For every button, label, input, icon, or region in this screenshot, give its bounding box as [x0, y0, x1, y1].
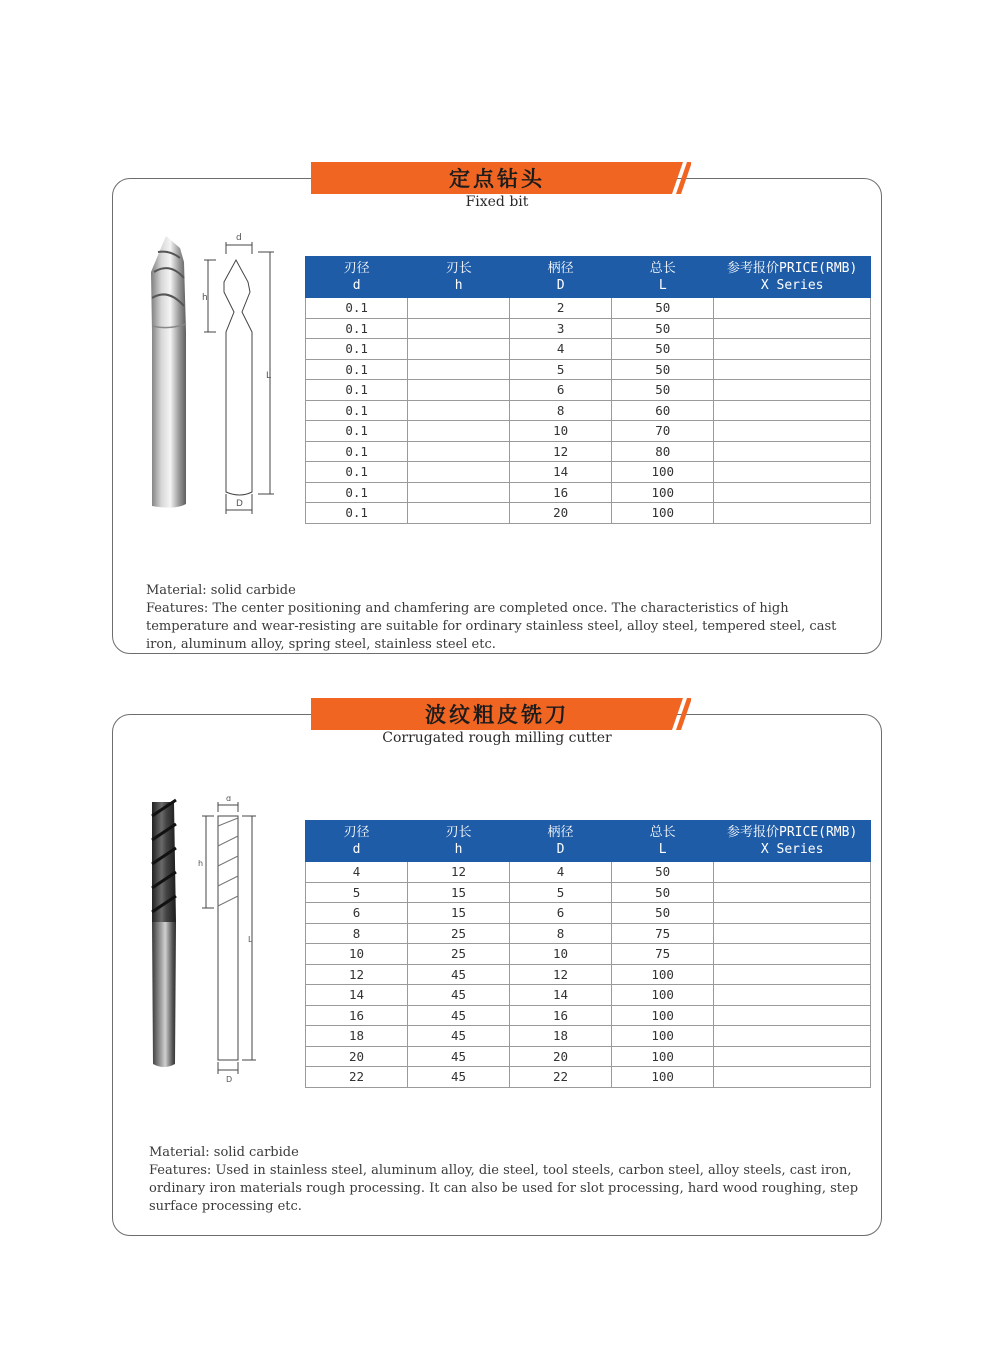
table-cell [408, 318, 510, 339]
table-cell: 12 [510, 441, 612, 462]
table-row [306, 400, 871, 421]
table-cell: 4 [510, 339, 612, 360]
table-cell: 100 [612, 964, 714, 985]
table-cell: 22 [306, 1067, 408, 1088]
table-row [306, 380, 871, 401]
table-row [306, 903, 871, 924]
table-cell: 14 [306, 985, 408, 1006]
table-cell: 100 [612, 1026, 714, 1047]
fixed-bit-illustration [140, 232, 290, 522]
dim-label-d: d [226, 796, 232, 803]
header-cell: 刃径 d [306, 821, 408, 862]
table-cell [714, 1046, 871, 1067]
table-cell: 4 [306, 862, 408, 883]
table-cell: 20 [510, 503, 612, 524]
table-cell: 0.1 [306, 462, 408, 483]
table-cell: 4 [510, 862, 612, 883]
table-cell: 0.1 [306, 380, 408, 401]
table-cell [714, 964, 871, 985]
header-cell: 参考报价PRICE(RMB) X Series [714, 257, 871, 298]
table-cell: 70 [612, 421, 714, 442]
table-cell [408, 298, 510, 319]
table-cell: 45 [408, 964, 510, 985]
fixed-bit-drawing [204, 242, 274, 514]
table-cell [714, 1005, 871, 1026]
section-title-en: Corrugated rough milling cutter [382, 730, 612, 746]
table-cell: 100 [612, 985, 714, 1006]
table-header-row [306, 821, 871, 862]
features-text: Features: The center positioning and chamfering are completed once. The characteristics of high temperature and wear-resisting are suitable for ordinary stainless steel, alloy steel, tempered steel, cast iron, aluminum alloy, spring steel, stainless steel etc. [146, 601, 837, 652]
table-cell: 75 [612, 944, 714, 965]
table-row [306, 985, 871, 1006]
table-cell: 100 [612, 1005, 714, 1026]
table-cell: 50 [612, 318, 714, 339]
table-row [306, 359, 871, 380]
table-cell: 5 [306, 882, 408, 903]
table-cell: 25 [408, 923, 510, 944]
table-cell: 18 [510, 1026, 612, 1047]
table-cell: 0.1 [306, 359, 408, 380]
table-cell: 18 [306, 1026, 408, 1047]
header-cell: 刃长 h [408, 257, 510, 298]
table-cell [408, 400, 510, 421]
table-cell: 6 [510, 380, 612, 401]
material-text: Material: solid carbide [146, 583, 296, 598]
table-row [306, 923, 871, 944]
table-cell: 50 [612, 380, 714, 401]
table-cell: 50 [612, 903, 714, 924]
table-cell [714, 421, 871, 442]
table-cell [714, 944, 871, 965]
header-cell: 柄径 D [510, 257, 612, 298]
table-cell [714, 1067, 871, 1088]
section-banner [311, 162, 691, 194]
dim-label-L: L [248, 935, 253, 944]
header-cell: 总长 L [612, 257, 714, 298]
table-row [306, 503, 871, 524]
table-cell: 20 [510, 1046, 612, 1067]
rough-milling-illustration [140, 796, 290, 1086]
table-cell: 8 [306, 923, 408, 944]
table-cell [714, 400, 871, 421]
table-cell: 45 [408, 1026, 510, 1047]
section-title-en: Fixed bit [465, 194, 529, 210]
table-cell [714, 903, 871, 924]
fixed-bit-photo [151, 236, 186, 508]
table-cell: 12 [408, 862, 510, 883]
table-cell: 20 [306, 1046, 408, 1067]
table-cell: 45 [408, 1046, 510, 1067]
table-cell: 2 [510, 298, 612, 319]
table-cell [714, 862, 871, 883]
rough-milling-photo [152, 800, 176, 1067]
header-cell: 刃长 h [408, 821, 510, 862]
table-cell: 80 [612, 441, 714, 462]
table-cell [714, 503, 871, 524]
table-cell [408, 359, 510, 380]
table-row [306, 1067, 871, 1088]
fixed-bit-spec-table [305, 256, 871, 524]
dim-label-h: h [198, 859, 204, 868]
table-header-row [306, 257, 871, 298]
header-cell: 柄径 D [510, 821, 612, 862]
table-cell: 0.1 [306, 482, 408, 503]
table-cell [408, 441, 510, 462]
table-cell: 6 [510, 903, 612, 924]
table-row [306, 339, 871, 360]
table-cell: 10 [510, 944, 612, 965]
table-cell [714, 441, 871, 462]
table-row [306, 318, 871, 339]
table-cell: 14 [510, 462, 612, 483]
table-cell: 16 [510, 482, 612, 503]
table-cell: 0.1 [306, 400, 408, 421]
table-cell [408, 380, 510, 401]
table-cell: 10 [510, 421, 612, 442]
table-cell: 15 [408, 882, 510, 903]
table-cell: 16 [306, 1005, 408, 1026]
table-cell: 8 [510, 923, 612, 944]
table-cell [408, 482, 510, 503]
table-cell [408, 503, 510, 524]
table-row [306, 862, 871, 883]
table-cell [714, 462, 871, 483]
table-cell: 45 [408, 1067, 510, 1088]
table-cell [714, 923, 871, 944]
header-cell: 刃径 d [306, 257, 408, 298]
header-cell: 总长 L [612, 821, 714, 862]
section-title-zh: 波纹粗皮铣刀 [425, 703, 569, 727]
table-cell [408, 462, 510, 483]
table-cell: 22 [510, 1067, 612, 1088]
table-cell: 10 [306, 944, 408, 965]
table-cell [714, 882, 871, 903]
table-cell: 0.1 [306, 298, 408, 319]
dim-label-D: D [226, 1075, 233, 1084]
table-cell: 100 [612, 1067, 714, 1088]
table-cell: 25 [408, 944, 510, 965]
header-cell: 参考报价PRICE(RMB) X Series [714, 821, 871, 862]
material-text: Material: solid carbide [149, 1145, 299, 1160]
table-cell: 100 [612, 503, 714, 524]
table-cell: 6 [306, 903, 408, 924]
table-cell [714, 298, 871, 319]
table-cell: 75 [612, 923, 714, 944]
table-cell: 60 [612, 400, 714, 421]
features-text: Features: Used in stainless steel, aluminum alloy, die steel, tool steels, carbon steel, alloy steels, cast iron, ordinary iron materials rough processing. It can also be used for slot processing, hard wood roughing, step surface processing etc. [149, 1163, 859, 1214]
table-row [306, 1026, 871, 1047]
section-title-zh: 定点钻头 [449, 167, 545, 191]
dim-label-d: d [236, 233, 242, 243]
table-cell [714, 1026, 871, 1047]
table-cell: 0.1 [306, 503, 408, 524]
table-cell [714, 985, 871, 1006]
dim-label-D: D [236, 499, 243, 509]
table-cell: 50 [612, 862, 714, 883]
section-banner [311, 698, 691, 730]
table-cell: 3 [510, 318, 612, 339]
table-cell [408, 421, 510, 442]
table-cell: 45 [408, 985, 510, 1006]
table-cell: 100 [612, 1046, 714, 1067]
table-row [306, 462, 871, 483]
dim-label-h: h [202, 293, 208, 303]
dim-label-L: L [266, 371, 272, 381]
rough-milling-spec-table [305, 820, 871, 1088]
table-cell [714, 380, 871, 401]
table-row [306, 1005, 871, 1026]
table-cell: 15 [408, 903, 510, 924]
table-cell: 45 [408, 1005, 510, 1026]
table-cell: 100 [612, 482, 714, 503]
table-cell: 8 [510, 400, 612, 421]
table-cell: 5 [510, 359, 612, 380]
table-cell [408, 339, 510, 360]
table-cell: 50 [612, 298, 714, 319]
table-cell: 5 [510, 882, 612, 903]
table-cell [714, 318, 871, 339]
table-row [306, 421, 871, 442]
table-cell: 0.1 [306, 318, 408, 339]
table-cell: 50 [612, 339, 714, 360]
table-row [306, 441, 871, 462]
table-cell [714, 359, 871, 380]
table-cell [714, 482, 871, 503]
table-cell: 12 [306, 964, 408, 985]
table-row [306, 964, 871, 985]
table-cell: 16 [510, 1005, 612, 1026]
table-cell: 100 [612, 462, 714, 483]
table-row [306, 944, 871, 965]
table-cell: 14 [510, 985, 612, 1006]
rough-milling-notes [149, 1144, 869, 1216]
table-cell: 50 [612, 359, 714, 380]
table-row [306, 482, 871, 503]
table-cell: 0.1 [306, 421, 408, 442]
table-cell: 12 [510, 964, 612, 985]
table-row [306, 882, 871, 903]
table-cell: 50 [612, 882, 714, 903]
fixed-bit-notes [146, 582, 866, 654]
table-cell: 0.1 [306, 441, 408, 462]
table-cell: 0.1 [306, 339, 408, 360]
table-row [306, 1046, 871, 1067]
table-cell [714, 339, 871, 360]
table-row [306, 298, 871, 319]
